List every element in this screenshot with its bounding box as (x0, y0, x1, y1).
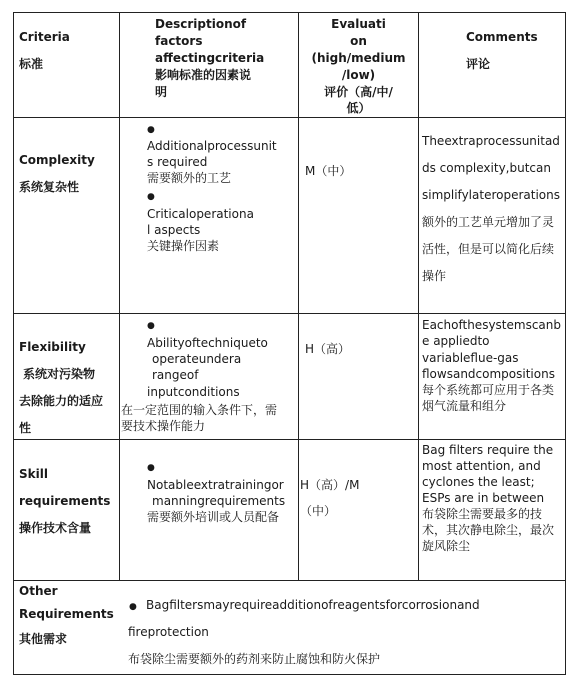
bullet-icon: ● (147, 321, 155, 331)
row-comment-line: variableflue-gas (422, 351, 519, 365)
row-evaluation-line: H（高）/M (300, 478, 360, 492)
border-right (565, 12, 566, 675)
row-comment-line: most attention, and (422, 459, 541, 473)
row-criteria-line: 去除能力的适应 (19, 394, 104, 408)
row-criteria-line: 系统对污染物 (23, 367, 96, 381)
row-comment-line: 术，其次静电除尘，最次 (422, 523, 555, 537)
bullet-icon: ● (147, 192, 155, 202)
header-desc-line: affectingcriteria (155, 51, 265, 65)
header-criteria-en: Criteria (19, 30, 70, 44)
row-comment-line: Eachofthesystemscanb (422, 318, 561, 332)
row-comment-line: 每个系统都可应用于各类 (422, 383, 555, 397)
row-criteria-line: Skill (19, 467, 48, 481)
header-desc-line: Descriptionof (155, 17, 247, 31)
row-criteria-en: Complexity (19, 153, 95, 167)
row-desc-line: 需要额外培训或人员配备 (147, 510, 280, 524)
header-eval-line: (high/medium (311, 51, 406, 65)
row-comment-line: 旋风除尘 (422, 539, 471, 553)
row-criteria-line: Flexibility (19, 340, 86, 354)
header-eval-line: Evaluati (331, 17, 386, 31)
row-comment-line: 操作 (422, 269, 447, 283)
border-col3 (418, 12, 419, 581)
bullet-icon: ● (147, 125, 155, 135)
row-desc-line: Notableextratrainingor (147, 478, 284, 492)
row-comment-line: 额外的工艺单元增加了灵 (422, 215, 555, 229)
header-desc-line: 影响标准的因素说 (155, 68, 252, 82)
row-criteria-line: Requirements (19, 607, 114, 621)
row-criteria-line: 操作技术含量 (19, 521, 92, 535)
row-comment-line: 烟气流量和组分 (422, 399, 507, 413)
row-desc-line: 在一定范围的输入条件下，需 (121, 403, 278, 417)
header-eval-line: on (350, 34, 367, 48)
border-top (13, 12, 566, 13)
border-row3-bottom (13, 580, 566, 581)
row-evaluation: H（高） (305, 342, 351, 356)
row-text-line: Bagfiltersmayrequireadditionofreagentsforcorrosionand (146, 598, 480, 612)
header-criteria-zh: 标准 (19, 57, 44, 71)
row-criteria-line: 性 (19, 421, 32, 435)
header-comments-zh: 评论 (466, 57, 491, 71)
border-row2-bottom (13, 439, 566, 440)
row-comment-line: simplifylateroperations (422, 188, 560, 202)
row-desc-line: Criticaloperationa (147, 207, 254, 221)
row-evaluation: M（中） (305, 164, 352, 178)
row-comment-line: e appliedto (422, 334, 490, 348)
header-eval-line: 低） (346, 101, 371, 115)
row-desc-line: Abilityoftechniqueto (147, 336, 268, 350)
border-bottom (13, 674, 566, 675)
row-comment-line: cyclones the least; (422, 475, 535, 489)
row-comment-line: Bag filters require the (422, 443, 554, 457)
row-desc-line: l aspects (147, 223, 201, 237)
row-comment-line: Theextraprocessunitad (422, 134, 560, 148)
row-comment-line: 布袋除尘需要最多的技 (422, 507, 543, 521)
row-desc-line: Additionalprocessunit (147, 139, 277, 153)
header-comments-en: Comments (466, 30, 538, 44)
header-desc-line: 明 (155, 85, 168, 99)
row-criteria-line: Other (19, 584, 58, 598)
row-comment-line: ds complexity,butcan (422, 161, 551, 175)
border-row1-bottom (13, 313, 566, 314)
bullet-icon: ● (147, 463, 155, 473)
border-col1 (119, 12, 120, 581)
row-desc-line: s required (147, 155, 208, 169)
row-desc-line: 要技术操作能力 (121, 419, 206, 433)
row-comment-line: flowsandcompositions (422, 367, 555, 381)
row-desc-line: 需要额外的工艺 (147, 171, 232, 185)
row-desc-line: rangeof (152, 368, 199, 382)
row-desc-line: inputconditions (147, 385, 240, 399)
row-desc-line: 关键操作因素 (147, 239, 220, 253)
border-left (13, 12, 14, 675)
header-eval-line: 评价（高/中/ (324, 85, 393, 99)
row-comment-line: 活性，但是可以简化后续 (422, 242, 555, 256)
header-desc-line: factors (155, 34, 203, 48)
row-desc-line: manningrequirements (152, 494, 286, 508)
header-eval-line: /low) (341, 68, 376, 82)
row-text-line: fireprotection (128, 625, 209, 639)
border-header-bottom (13, 117, 566, 118)
row-criteria-zh: 系统复杂性 (19, 180, 80, 194)
row-criteria-line: requirements (19, 494, 111, 508)
row-evaluation-line: （中） (300, 504, 337, 518)
row-text-line: 布袋除尘需要额外的药剂来防止腐蚀和防火保护 (128, 652, 381, 666)
row-comment-line: ESPs are in between (422, 491, 545, 505)
row-criteria-line: 其他需求 (19, 632, 68, 646)
bullet-icon: ● (129, 602, 137, 612)
row-desc-line: operateundera (152, 352, 242, 366)
